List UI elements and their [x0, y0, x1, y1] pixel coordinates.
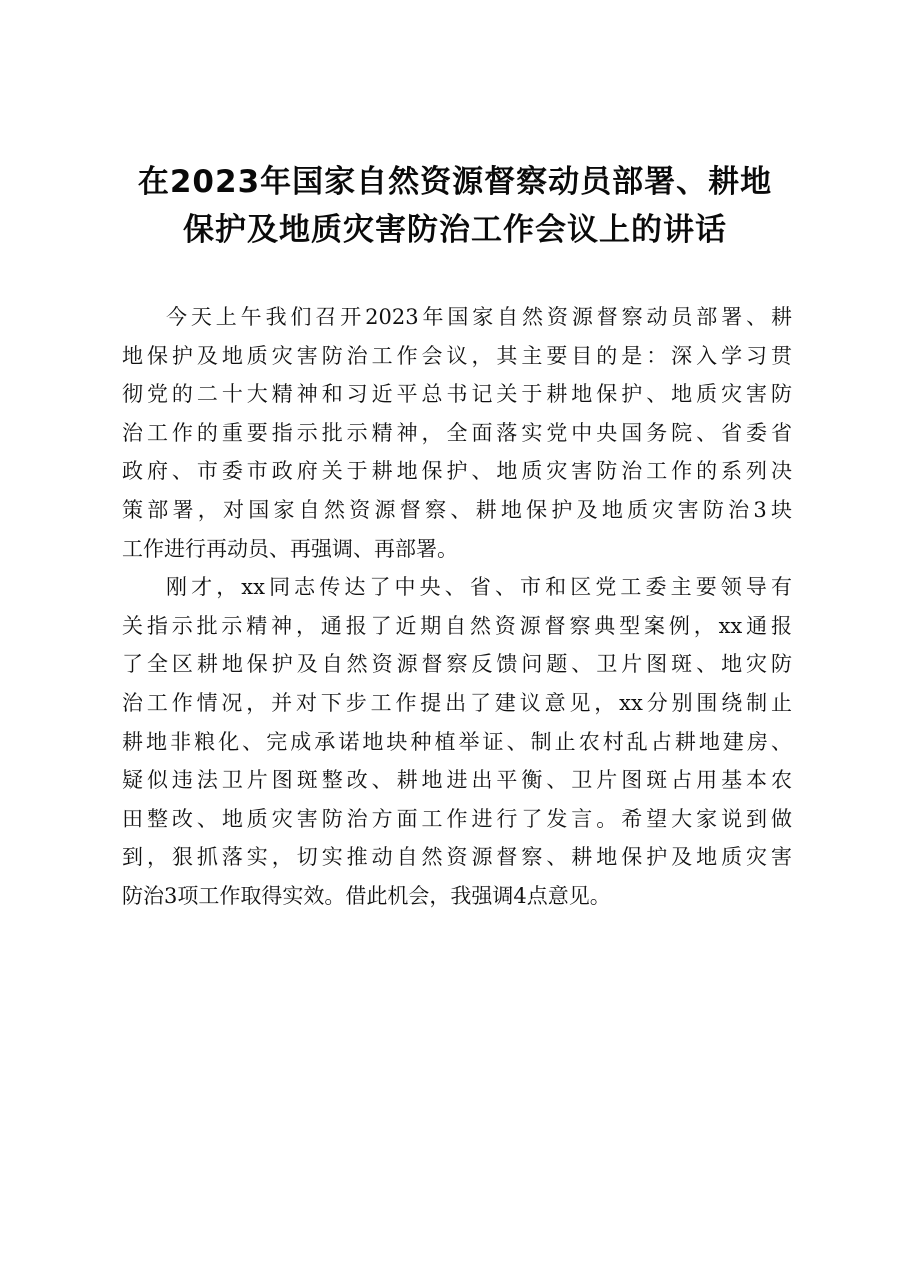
document-title	[120, 158, 790, 254]
text-line: 防治3项工作取得实效。借此机会，我强调4点意见。	[122, 883, 611, 908]
title-line: 保护及地质灾害防治工作会议上的讲话	[183, 212, 727, 248]
text-line: 田整改、地质灾害防治方面工作进行了发言。希望大家说到做	[122, 806, 792, 831]
text-line: 地保护及地质灾害防治工作会议，其主要目的是：深入学习贯	[122, 343, 792, 368]
text-line: 了全区耕地保护及自然资源督察反馈问题、卫片图斑、地灾防	[122, 652, 792, 677]
text-line: 政府、市委市政府关于耕地保护、地质灾害防治工作的系列决	[122, 459, 792, 484]
text-line: 治工作的重要指示批示精神，全面落实党中央国务院、省委省	[122, 420, 792, 445]
text-line: 今天上午我们召开2023年国家自然资源督察动员部署、耕	[166, 305, 792, 329]
paragraph-1	[122, 298, 792, 568]
text-line: 关指示批示精神，通报了近期自然资源督察典型案例，xx通报	[122, 613, 792, 638]
document-body	[122, 298, 792, 916]
text-line: 刚才，xx同志传达了中央、省、市和区党工委主要领导有	[166, 575, 792, 600]
text-line: 疑似违法卫片图斑整改、耕地进出平衡、卫片图斑占用基本农	[122, 768, 792, 793]
text-line: 治工作情况，并对下步工作提出了建议意见，xx分别围绕制止	[122, 690, 792, 715]
text-line: 到，狠抓落实，切实推动自然资源督察、耕地保护及地质灾害	[122, 845, 792, 870]
title-line: 在2023年国家自然资源督察动员部署、耕地	[137, 164, 773, 200]
text-line: 策部署，对国家自然资源督察、耕地保护及地质灾害防治3块	[122, 497, 792, 522]
text-line: 工作进行再动员、再强调、再部署。	[122, 536, 458, 561]
text-line: 耕地非粮化、完成承诺地块种植举证、制止农村乱占耕地建房、	[122, 729, 792, 754]
text-line: 彻党的二十大精神和习近平总书记关于耕地保护、地质灾害防	[122, 382, 792, 407]
paragraph-2	[122, 568, 792, 915]
